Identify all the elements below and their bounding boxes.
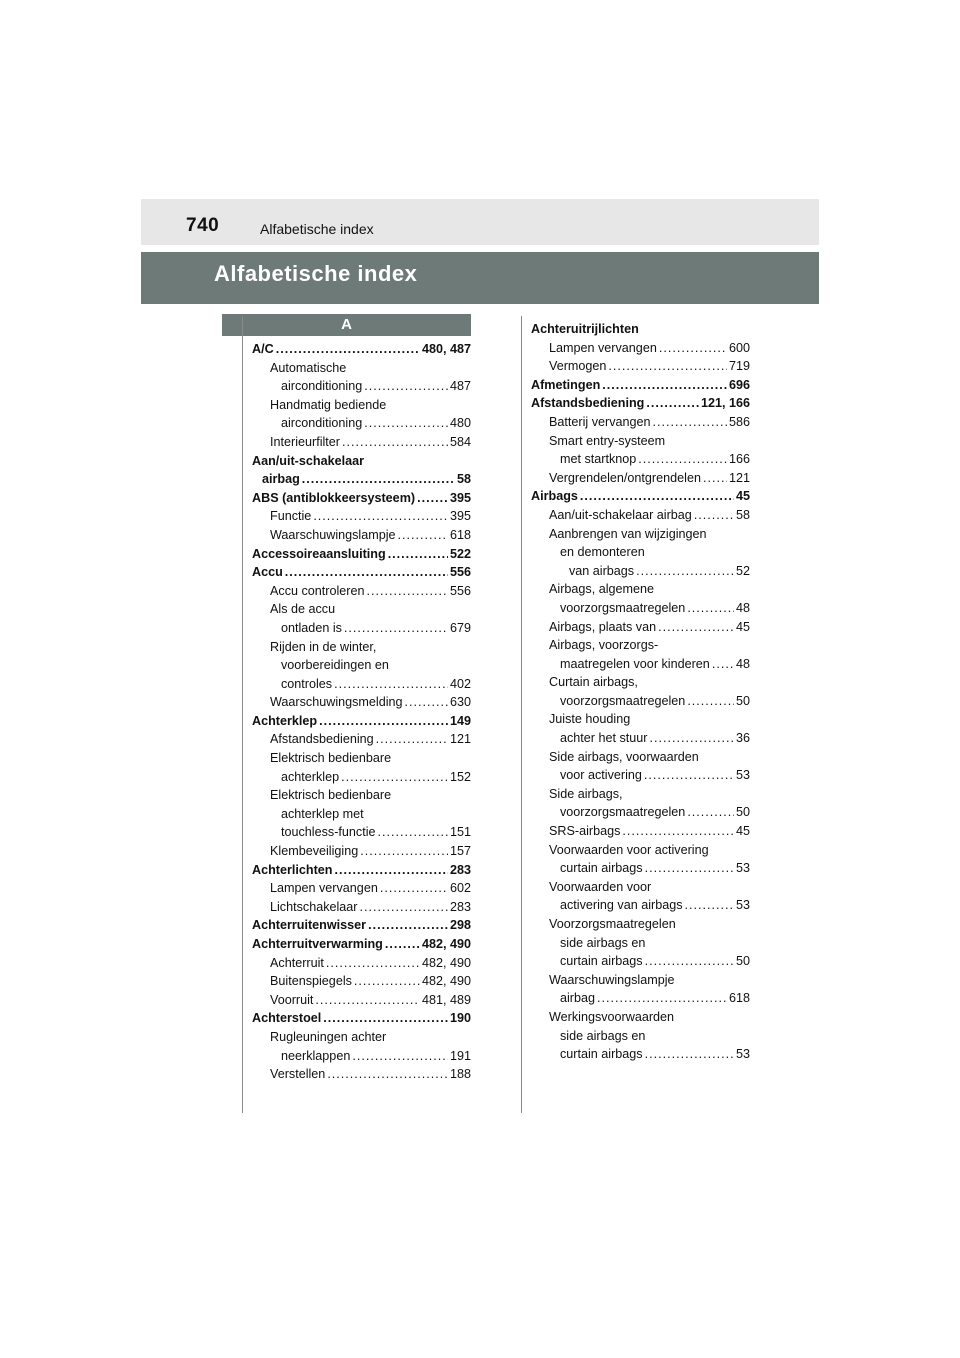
dot-leader [360,842,448,861]
index-term: Buitenspiegels [270,974,352,989]
index-entry [531,673,750,692]
index-entry [252,712,471,731]
index-page-ref: 719 [728,359,750,374]
index-term: Rugleuningen achter [270,1029,387,1044]
index-entry [531,934,750,953]
index-term: Voorwaarden voor [549,879,652,894]
index-page-ref: 45 [735,824,750,839]
index-page-ref: 121, 166 [700,396,750,411]
index-page-ref: 556 [449,565,471,580]
index-term: Elektrisch bedienbare [270,788,392,803]
index-entry [531,971,750,990]
index-term: Lampen vervangen [549,340,657,355]
dot-leader [694,506,734,525]
index-entry [252,1028,471,1047]
running-title: Alfabetische index [260,221,374,237]
index-entry [531,1045,750,1064]
dot-leader [364,377,448,396]
dot-leader [376,730,448,749]
dot-leader [364,414,448,433]
index-column-right [531,320,750,1064]
index-page-ref: 48 [735,656,750,671]
index-page-ref: 395 [449,509,471,524]
index-entry [252,693,471,712]
index-column-left [252,340,471,1084]
header-bar [141,199,819,245]
index-page-ref: 630 [449,695,471,710]
index-page-ref: 58 [456,472,471,487]
index-term: Rijden in de winter, [270,639,377,654]
index-term: Smart entry-systeem [549,433,666,448]
index-term: Aan/uit-schakelaar airbag [549,507,692,522]
dot-leader [341,768,448,787]
index-entry [531,599,750,618]
dot-leader [334,675,448,694]
index-term: Airbags, voorzorgs- [549,638,659,653]
index-term: curtain airbags [560,954,643,969]
index-term: Functie [270,509,312,524]
index-entry [252,507,471,526]
index-page-ref: 696 [728,377,750,392]
index-entry [531,803,750,822]
index-page-ref: 602 [449,881,471,896]
index-entry [252,879,471,898]
index-page-ref: 53 [735,861,750,876]
index-term: Waarschuwingslampje [270,527,396,542]
dot-leader [302,470,455,489]
dot-leader [703,469,727,488]
index-term: met startknop [560,452,637,467]
index-page-ref: 522 [449,546,471,561]
index-term: Elektrisch bedienbare [270,751,392,766]
index-term: Lampen vervangen [270,881,378,896]
index-entry [531,710,750,729]
index-entry [252,470,471,489]
index-entry [531,450,750,469]
index-page-ref: 157 [449,844,471,859]
index-term: touchless-functie [281,825,376,840]
index-entry [531,525,750,544]
dot-leader [327,1065,448,1084]
dot-leader [653,413,727,432]
index-term: Accu controleren [270,583,365,598]
index-term: Achterruitverwarming [252,937,383,951]
index-term: voorzorgsmaatregelen [560,600,686,615]
index-term: Achterstoel [252,1011,322,1026]
index-entry [531,878,750,897]
index-entry [252,433,471,452]
index-entry [531,896,750,915]
index-page-ref: 149 [449,713,471,728]
index-term: Airbags, plaats van [549,619,657,634]
dot-leader [650,729,734,748]
index-entry [531,1027,750,1046]
index-entry [531,357,750,376]
index-term: achterklep met [281,806,364,821]
dot-leader [342,433,448,452]
index-page-ref: 45 [735,619,750,634]
index-term: activering van airbags [560,898,683,913]
dot-leader [597,989,727,1008]
section-letter: A [222,314,471,336]
index-page-ref: 298 [449,918,471,933]
index-term: Airbags, algemene [549,582,655,597]
index-page-ref: 188 [449,1067,471,1082]
index-term: Voorzorgsmaatregelen [549,917,676,931]
index-entry [252,377,471,396]
index-entry [531,766,750,785]
index-page-ref: 151 [449,825,471,840]
index-page-ref: 600 [728,340,750,355]
dot-leader [645,859,734,878]
index-entry [252,805,471,824]
dot-leader [687,692,734,711]
index-entry [252,1065,471,1084]
index-entry [252,545,471,564]
index-entry [252,916,471,935]
index-page-ref: 48 [735,600,750,615]
index-page-ref: 618 [728,991,750,1006]
page-title: Alfabetische index [214,261,418,286]
index-entry [252,414,471,433]
index-page-ref: 191 [449,1048,471,1063]
index-term: Verstellen [270,1067,326,1082]
dot-leader [685,896,734,915]
index-entry [252,1047,471,1066]
index-term: Afstandsbediening [531,396,645,411]
dot-leader [644,766,734,785]
index-page-ref: 50 [735,805,750,820]
index-term: van airbags [569,563,635,578]
index-term: Interieurfilter [270,434,340,449]
index-term: voor activering [560,768,642,783]
index-term: airconditioning [281,379,363,394]
index-page-ref: 679 [449,620,471,635]
index-term: Als de accu [270,602,336,617]
index-entry [531,692,750,711]
index-term: A/C [252,342,274,356]
dot-leader [380,879,448,898]
index-term: Side airbags, [549,786,623,801]
index-term: Waarschuwingslampje [549,972,675,987]
index-entry [531,989,750,1008]
dot-leader [659,339,727,358]
index-page-ref: 618 [449,527,471,542]
index-page-ref: 52 [735,563,750,578]
dot-leader [344,619,448,638]
dot-leader [352,1047,448,1066]
index-entry [531,636,750,655]
index-term: Lichtschakelaar [270,899,358,914]
index-term: curtain airbags [560,861,643,876]
index-term: Airbags [531,489,578,504]
index-entry [252,935,471,954]
index-entry [531,1008,750,1027]
index-entry [531,748,750,767]
index-page-ref: 482, 490 [421,974,471,989]
index-term: voorzorgsmaatregelen [560,805,686,820]
index-term: Werkingsvoorwaarden [549,1009,675,1024]
index-entry [252,1009,471,1028]
index-term: voorbereidingen en [281,658,389,673]
index-page-ref: 482, 490 [421,937,471,951]
index-entry [252,638,471,657]
index-entry [252,861,471,880]
index-page-ref: 283 [449,862,471,877]
dot-leader [636,562,734,581]
index-entry [531,487,750,506]
index-page-ref: 121 [449,732,471,747]
dot-leader [285,563,448,582]
index-entry [531,859,750,878]
index-term: Voorruit [270,992,314,1007]
index-page-ref: 482, 490 [421,955,471,970]
dot-leader [378,823,448,842]
index-page-ref: 58 [735,507,750,522]
dot-leader [360,898,448,917]
dot-leader [622,822,734,841]
index-entry [252,526,471,545]
index-entry [531,562,750,581]
index-entry [252,489,471,508]
index-entry [252,842,471,861]
index-entry [252,359,471,378]
index-entry [252,954,471,973]
index-term: ontladen is [281,620,342,635]
index-page-ref: 152 [449,769,471,784]
index-term: Achterklep [252,713,318,728]
index-term: airbag [262,472,300,487]
dot-leader [608,357,727,376]
dot-leader [354,972,420,991]
dot-leader [645,952,734,971]
index-entry [252,582,471,601]
index-page-ref: 556 [449,583,471,598]
index-term: maatregelen voor kinderen [560,656,710,671]
index-page-ref: 395 [449,490,471,505]
index-term: SRS-airbags [549,824,621,839]
index-page-ref: 487 [449,379,471,394]
index-entry [252,749,471,768]
dot-leader [646,394,699,413]
index-entry [531,841,750,860]
dot-leader [385,935,420,954]
dot-leader [602,376,727,395]
index-entry [252,730,471,749]
index-entry [252,396,471,415]
column-divider-right [521,316,522,1113]
index-entry [531,655,750,674]
index-term: Achteruitrijlichten [531,322,639,336]
index-term: achter het stuur [560,731,648,746]
index-page-ref: 402 [449,676,471,691]
index-page-ref: 50 [735,954,750,969]
index-term: Aanbrengen van wijzigingen [549,526,707,541]
index-term: neerklappen [281,1048,351,1063]
dot-leader [323,1009,448,1028]
index-term: Achterlichten [252,862,333,877]
index-entry [531,915,750,934]
index-term: ABS (antiblokkeersysteem) [252,490,416,505]
index-entry [252,786,471,805]
index-entry [531,376,750,395]
index-entry [252,619,471,638]
index-entry [531,618,750,637]
index-entry [252,600,471,619]
index-entry [531,729,750,748]
index-entry [531,580,750,599]
index-term: en demonteren [560,545,645,560]
index-page-ref: 166 [728,452,750,467]
index-entry [252,656,471,675]
dot-leader [367,582,448,601]
dot-leader [658,618,734,637]
index-page-ref: 50 [735,693,750,708]
index-term: Waarschuwingsmelding [270,695,403,710]
index-page-ref: 190 [449,1011,471,1026]
index-term: achterklep [281,769,340,784]
index-term: Achterruit [270,955,324,970]
dot-leader [315,991,420,1010]
index-term: controles [281,676,333,691]
index-term: side airbags en [560,1028,646,1043]
index-entry [531,394,750,413]
index-term: Afstandsbediening [270,732,374,747]
dot-leader [313,507,448,526]
index-term: Side airbags, voorwaarden [549,749,699,764]
dot-leader [645,1045,734,1064]
dot-leader [276,340,420,359]
index-term: Accu [252,565,283,580]
index-term: Handmatig bediende [270,397,387,412]
index-term: Curtain airbags, [549,675,638,690]
index-page-ref: 53 [735,1047,750,1062]
dot-leader [638,450,727,469]
index-page-ref: 121 [728,470,750,485]
index-term: Achterruitenwisser [252,918,367,933]
index-entry [531,432,750,451]
dot-leader [417,489,448,508]
index-entry [531,822,750,841]
index-entry [252,675,471,694]
dot-leader [687,599,734,618]
index-page-ref: 586 [728,414,750,429]
index-entry [531,785,750,804]
index-page-ref: 283 [449,899,471,914]
index-entry [252,823,471,842]
index-entry [252,452,471,471]
index-term: Vermogen [549,359,607,374]
dot-leader [326,954,420,973]
index-entry [531,320,750,339]
index-entry [531,469,750,488]
index-page-ref: 480 [449,416,471,431]
index-term: Klembeveiliging [270,844,359,859]
index-page-ref: 481, 489 [421,992,471,1007]
index-term: airconditioning [281,416,363,431]
dot-leader [368,916,448,935]
index-entry [252,340,471,359]
index-page-ref: 45 [735,489,750,504]
index-term: side airbags en [560,935,646,950]
page-number: 740 [186,215,220,236]
index-term: Aan/uit-schakelaar [252,453,364,468]
dot-leader [334,861,448,880]
index-term: voorzorgsmaatregelen [560,693,686,708]
index-page-ref: 36 [735,731,750,746]
index-term: Automatische [270,360,347,375]
index-term: Vergrendelen/ontgrendelen [549,470,701,485]
index-entry [531,506,750,525]
index-page-ref: 584 [449,434,471,449]
index-page-ref: 53 [735,768,750,783]
dot-leader [687,803,734,822]
index-term: curtain airbags [560,1047,643,1062]
index-entry [531,543,750,562]
index-entry [252,991,471,1010]
dot-leader [712,655,734,674]
index-entry [531,339,750,358]
index-page-ref: 53 [735,898,750,913]
index-entry [252,898,471,917]
index-entry [531,413,750,432]
index-term: Voorwaarden voor activering [549,842,709,857]
dot-leader [319,712,448,731]
index-entry [252,768,471,787]
index-entry [252,972,471,991]
dot-leader [580,487,734,506]
index-page-ref: 480, 487 [421,342,471,356]
index-term: airbag [560,991,596,1006]
index-term: Afmetingen [531,377,601,392]
index-term: Accessoireaansluiting [252,546,386,561]
index-term: Batterij vervangen [549,414,651,429]
dot-leader [398,526,448,545]
dot-leader [388,545,448,564]
index-entry [531,952,750,971]
index-entry [252,563,471,582]
column-divider-left [242,316,243,1113]
dot-leader [405,693,448,712]
index-term: Juiste houding [549,712,631,727]
